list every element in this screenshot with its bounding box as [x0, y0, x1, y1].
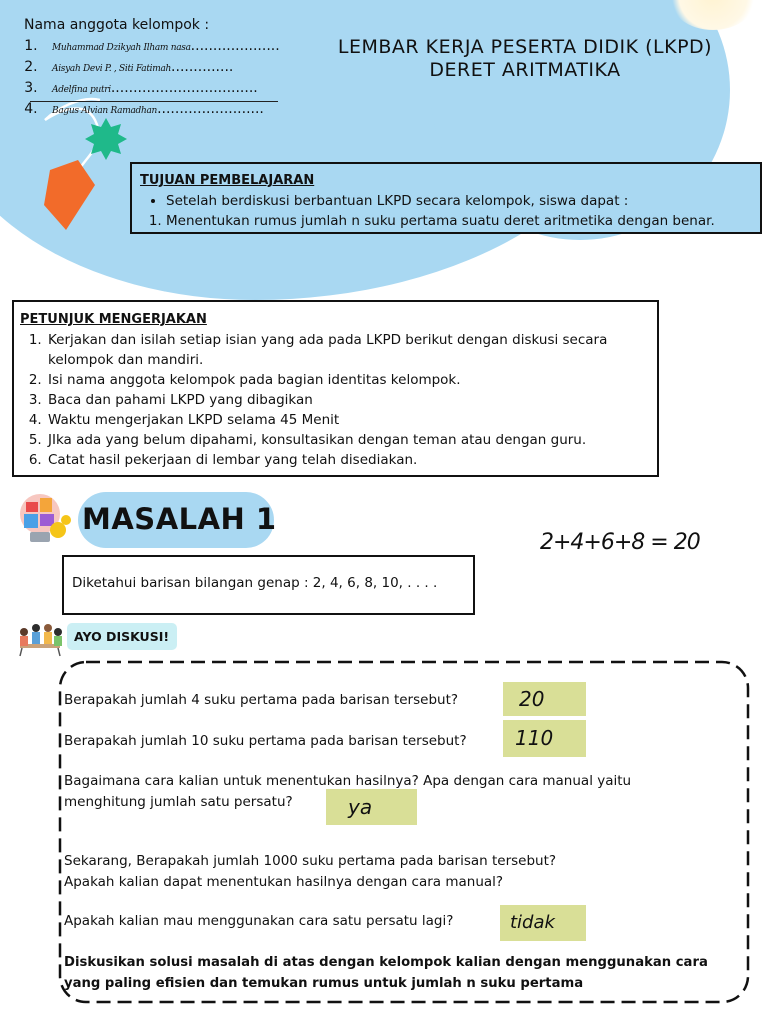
- question-5: Apakah kalian mau menggunakan cara satu persatu lagi?: [64, 913, 454, 929]
- puzzle-bulb-icon: [12, 490, 74, 550]
- tujuan-bullet: • Setelah berdiskusi berbantuan LKPD secara kelompok, siswa dapat :: [166, 191, 752, 211]
- document-title: [290, 36, 760, 82]
- divider: [30, 101, 278, 102]
- petunjuk-item: 1. Kerjakan dan isilah setiap isian yang ada pada LKPD berikut dengan diskusi secara kelompok dan mandiri.: [46, 330, 651, 370]
- member-item: 4. Bagus Alvian Ramadhan........................: [42, 100, 280, 121]
- tujuan-box: [130, 162, 762, 234]
- member-item: 3. Adelfina putri.................................: [42, 79, 280, 100]
- ayo-diskusi-label: AYO DISKUSI!: [74, 629, 170, 644]
- group-members: [24, 16, 280, 121]
- petunjuk-item: 6. Catat hasil pekerjaan di lembar yang telah disediakan.: [46, 450, 651, 470]
- petunjuk-item: 5. JIka ada yang belum dipahami, konsultasikan dengan teman atau dengan guru.: [46, 430, 651, 450]
- tujuan-heading: TUJUAN PEMBELAJARAN: [140, 173, 315, 188]
- members-title: Nama anggota kelompok :: [24, 17, 210, 33]
- question-4: Sekarang, Berapakah jumlah 1000 suku pertama pada barisan tersebut? Apakah kalian dapat menentukan hasilnya dengan cara manual?: [64, 853, 557, 890]
- handwritten-sum: 2+4+6+8 = 20: [540, 530, 700, 555]
- given-text: Diketahui barisan bilangan genap : 2, 4, 6, 8, 10, . . . .: [72, 575, 438, 591]
- answer-box-5[interactable]: tidak: [500, 905, 586, 941]
- member-item: 2. Aisyah Devi P. , Siti Fatimah..............: [42, 58, 280, 79]
- petunjuk-item: 2. Isi nama anggota kelompok pada bagian identitas kelompok.: [46, 370, 651, 390]
- answer-box-1[interactable]: 20: [503, 682, 586, 716]
- petunjuk-heading: PETUNJUK MENGERJAKAN: [20, 312, 207, 327]
- star-icon: [85, 118, 127, 160]
- petunjuk-box: [12, 300, 659, 477]
- petunjuk-item: 3. Baca dan pahami LKPD yang dibagikan: [46, 390, 651, 410]
- tujuan-item: 1. Menentukan rumus jumlah n suku pertama suatu deret aritmetika dengan benar.: [166, 211, 752, 231]
- given-box: [62, 555, 475, 615]
- answer-box-3[interactable]: ya: [326, 789, 417, 825]
- title-line-2: DERET ARITMATIKA: [429, 59, 621, 81]
- title-line-1: LEMBAR KERJA PESERTA DIDIK (LKPD): [337, 36, 713, 58]
- member-item: 1. Muhammad Dzikyah Ilham nasa....................: [42, 37, 280, 58]
- masalah-title: MASALAH 1: [82, 502, 277, 536]
- question-1: Berapakah jumlah 4 suku pertama pada barisan tersebut?: [64, 692, 459, 708]
- answer-box-2[interactable]: 110: [503, 720, 586, 757]
- petunjuk-item: 4. Waktu mengerjakan LKPD selama 45 Menit: [46, 410, 651, 430]
- conclusion-text: Diskusikan solusi masalah di atas dengan kelompok kalian dengan menggunakan cara yang paling efisien dan temukan rumus untuk jumlah n suku pertama: [64, 955, 708, 991]
- discussion-people-icon: [12, 618, 68, 658]
- question-3: Bagaimana cara kalian untuk menentukan hasilnya? Apa dengan cara manual yaitu menghitung jumlah satu persatu?: [64, 773, 632, 810]
- question-2: Berapakah jumlah 10 suku pertama pada barisan tersebut?: [64, 733, 467, 749]
